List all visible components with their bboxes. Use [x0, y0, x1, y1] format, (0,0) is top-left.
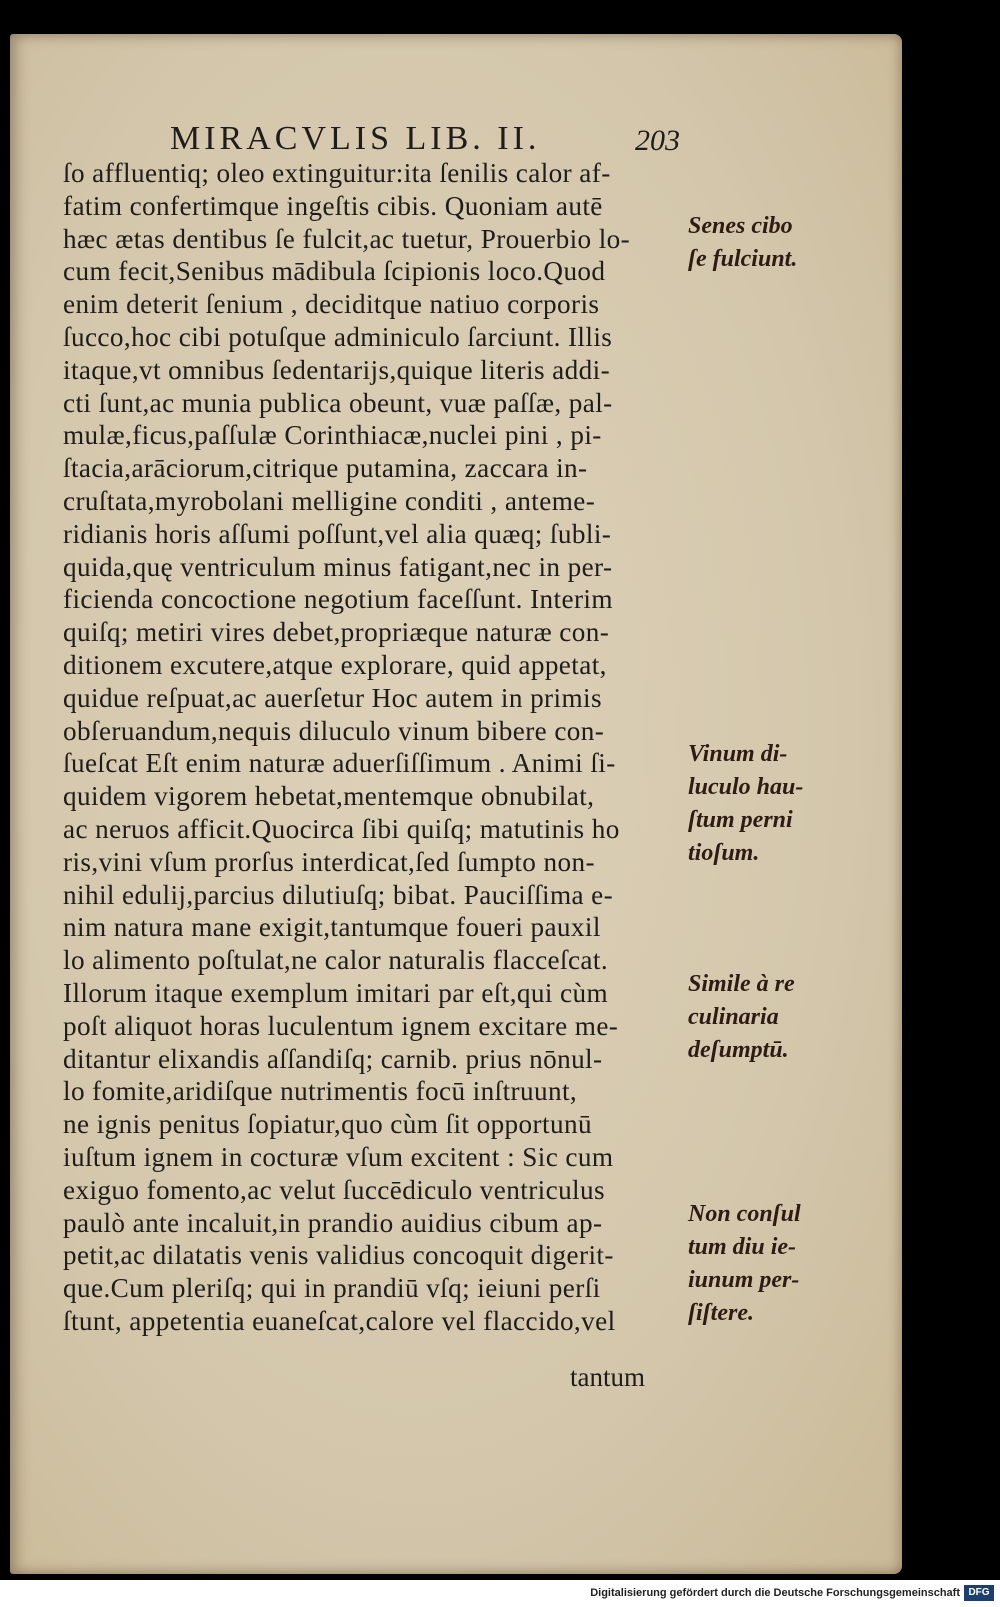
text-line: nihil edulij,parcius dilutiuſq; bibat. Pauciſſima e- [63, 879, 614, 910]
text-line: ris,vini vſum prorſus interdicat,ſed ſumpto non- [63, 846, 595, 877]
marginal-note-line: ſe fulciunt. [688, 246, 798, 272]
text-line: ditantur elixandis aſſandiſq; carnib. prius nōnul- [63, 1043, 603, 1074]
marginal-note-line: deſumptū. [688, 1037, 789, 1063]
text-line: fatim confertimque ingeſtis cibis. Quoniam autē [63, 190, 603, 221]
text-line: obſeruandum,nequis diluculo vinum bibere con- [63, 715, 605, 746]
running-title: MIRACVLIS LIB. II. [170, 120, 541, 157]
text-line: ne ignis penitus ſopiatur,quo cùm ſit opportunū [63, 1109, 592, 1140]
text-line: mulæ,ficus,paſſulæ Corinthiacæ,nuclei pini , pi- [63, 420, 602, 451]
text-line: paulò ante incaluit,in prandio auidius cibum ap- [63, 1207, 603, 1238]
marginal-note-line: luculo hau- [688, 774, 804, 800]
text-line: cti ſunt,ac munia publica obeunt, vuæ paſſæ, pal- [63, 387, 613, 418]
catchword: tantum [570, 1362, 645, 1392]
text-line: ſueſcat Eſt enim naturæ aduerſiſſimum . Animi ſi- [63, 748, 616, 779]
marginal-note-line: Simile à re [688, 971, 795, 997]
text-line: quidem vigorem hebetat,mentemque obnubilat, [63, 781, 595, 812]
text-line: iuſtum ignem in cocturæ vſum excitent : Sic cum [63, 1142, 614, 1172]
text-line: que.Cum pleriſq; qui in prandiū vſq; ieiuni perſi [63, 1273, 601, 1304]
text-line: Illorum itaque exemplum imitari par eſt,qui cùm [63, 978, 609, 1008]
marginal-note-line: iunum per- [688, 1267, 800, 1293]
folio-number: 203 [635, 124, 680, 157]
text-line: hæc ætas dentibus ſe fulcit,ac tuetur, Prouerbio lo- [63, 223, 631, 254]
marginal-note-1 [688, 210, 828, 276]
text-line: exiguo fomento,ac velut ſuccēdiculo ventriculus [63, 1174, 605, 1205]
book-page [10, 34, 902, 1574]
text-line: quidue reſpuat,ac auerſetur Hoc autem in primis [63, 682, 602, 713]
text-line: ſtacia,arāciorum,citrique putamina, zaccara in- [63, 453, 588, 484]
text-line: quiſq; metiri vires debet,propriæque naturæ con- [63, 617, 610, 648]
marginal-note-4 [688, 1198, 828, 1330]
marginal-note-line: tioſum. [688, 840, 760, 866]
dfg-logo: DFG [964, 1585, 994, 1601]
text-line: ſo affluentiq; oleo extinguitur:ita ſenilis calor af- [63, 158, 611, 188]
text-line: poſt aliquot horas luculentum ignem excitare me- [63, 1010, 619, 1041]
funding-credit: Digitalisierung gefördert durch die Deutsche Forschungsgemeinschaft [590, 1587, 960, 1599]
text-line: ſtunt, appetentia euaneſcat,calore vel flaccido,vel [63, 1306, 616, 1336]
marginal-note-3 [688, 968, 828, 1067]
marginal-note-2 [688, 738, 828, 870]
text-line: lo alimento poſtulat,ne calor naturalis flacceſcat. [63, 945, 609, 976]
marginal-note-line: Vinum di- [688, 741, 788, 767]
text-line: ditionem excutere,atque explorare, quid appetat, [63, 650, 607, 680]
text-line: ficienda concoctione negotium faceſſunt. Interim [63, 584, 613, 615]
marginal-note-line: culinaria [688, 1004, 779, 1030]
text-line: itaque,vt omnibus ſedentarijs,quique literis addi- [63, 354, 611, 385]
marginal-note-line: ſiſtere. [688, 1300, 754, 1326]
text-line: lo fomite,aridiſque nutrimentis focū inſtruunt, [63, 1076, 578, 1107]
text-line: cruſtata,myrobolani melligine conditi , anteme- [63, 486, 596, 516]
text-line: nim natura mane exigit,tantumque foueri pauxil [63, 912, 601, 943]
text-line: ſucco,hoc cibi potuſque adminiculo ſarciunt. Illis [63, 322, 613, 352]
text-line: cum fecit,Senibus mādibula ſcipionis loco.Quod [63, 256, 606, 287]
text-line: quida,quę ventriculum minus fatigant,nec in per- [63, 551, 613, 582]
text-line: ridianis horis aſſumi poſſunt,vel alia quæq; ſubli- [63, 518, 612, 549]
text-line: petit,ac dilatatis venis validius concoquit digerit- [63, 1240, 614, 1271]
text-line: enim deterit ſenium , deciditque natiuo corporis [63, 289, 600, 320]
marginal-note-line: tum diu ie- [688, 1234, 797, 1260]
marginal-note-line: Senes cibo [688, 213, 793, 239]
marginal-note-line: Non conſul [688, 1201, 801, 1227]
footer-bar [0, 1581, 1000, 1607]
marginal-note-line: ſtum perni [688, 807, 793, 833]
text-line: ac neruos afficit.Quocirca ſibi quiſq; matutinis ho [63, 814, 620, 844]
